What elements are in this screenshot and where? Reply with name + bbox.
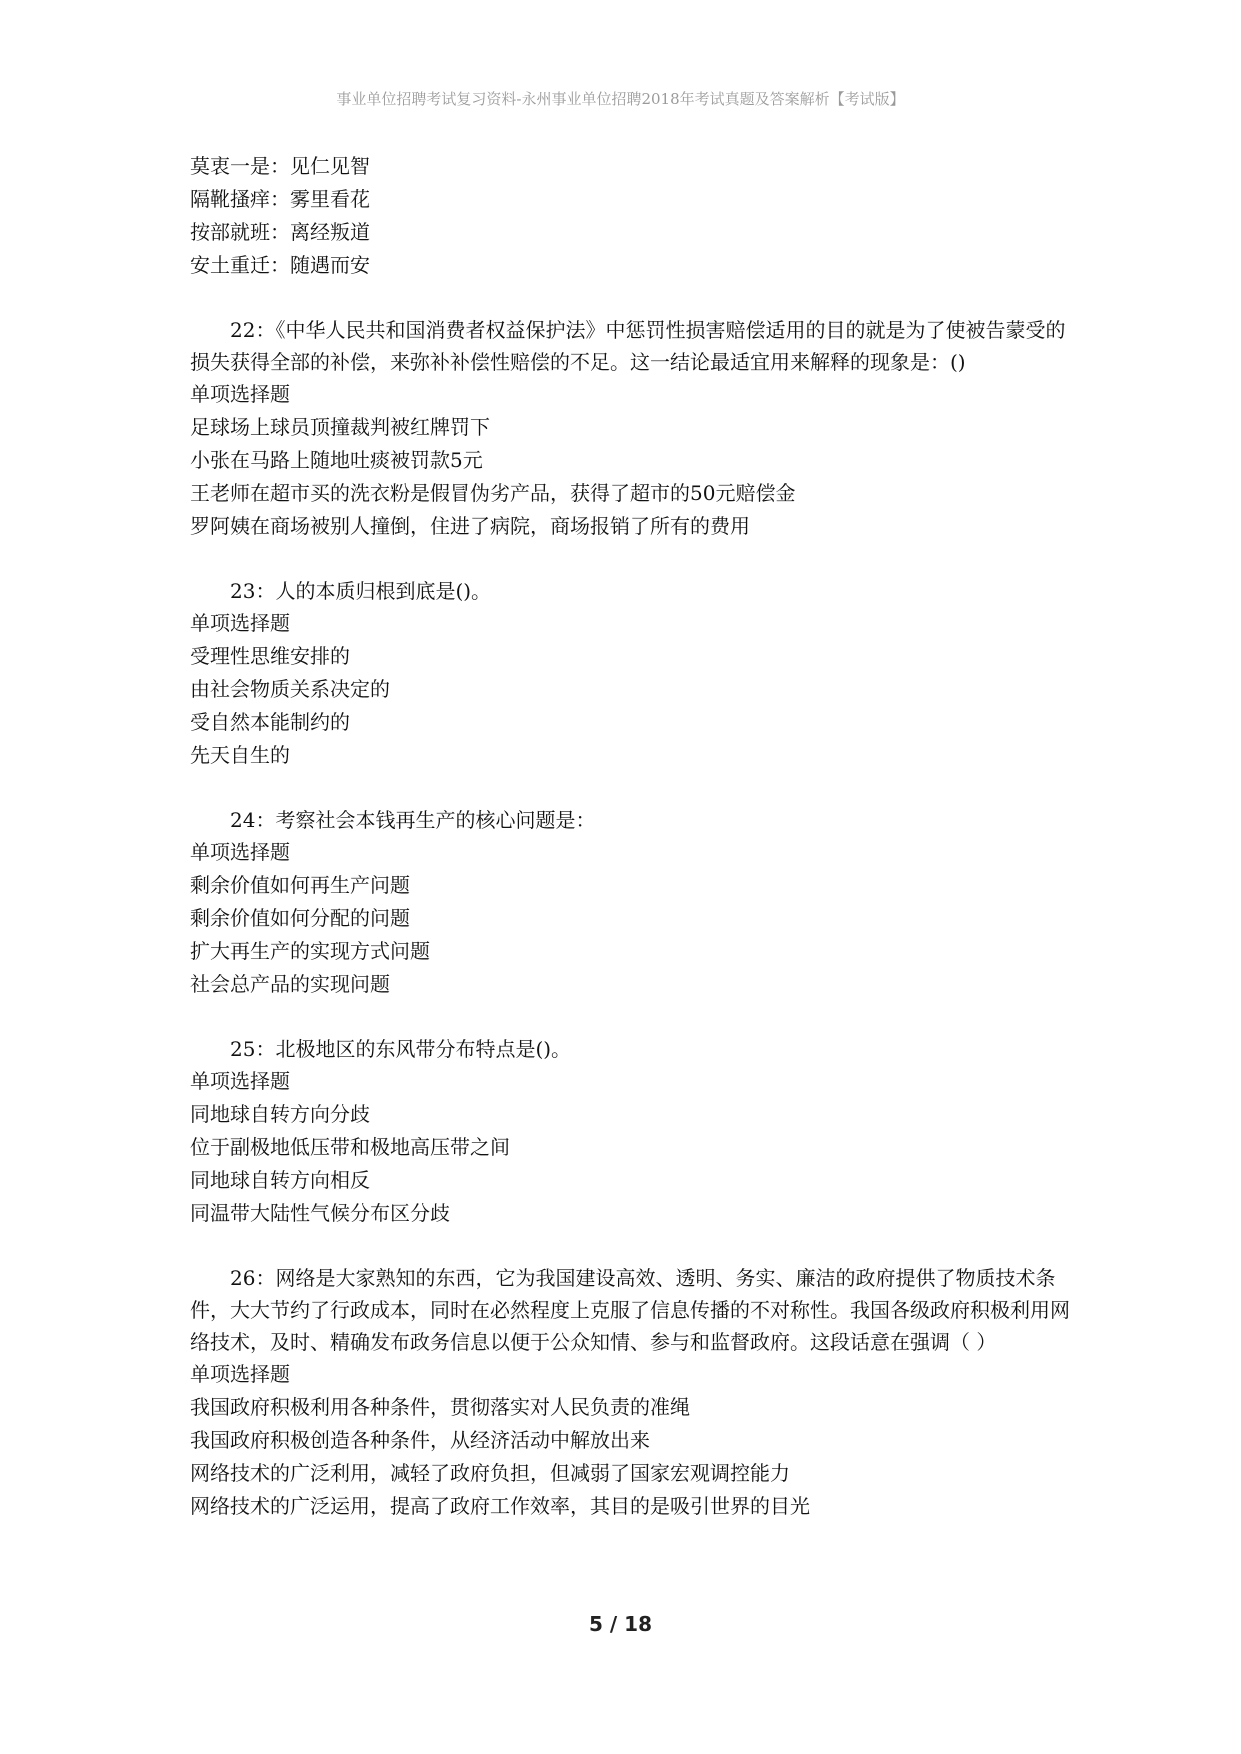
question-stem: 26：网络是大家熟知的东西，它为我国建设高效、透明、务实、廉洁的政府提供了物质技术条件，大大节约了行政成本，同时在必然程度上克服了信息传播的不对称性。我国各级政府积极利用网络技术，及时、精确发布政务信息以便于公众知情、参与和监督政府。这段话意在强调（ ） xyxy=(190,1266,1070,1354)
option-line: 同地球自转方向分歧 xyxy=(190,1102,370,1126)
option-line: 小张在马路上随地吐痰被罚款5元 xyxy=(190,448,483,472)
option-line: 我国政府积极创造各种条件，从经济活动中解放出来 xyxy=(190,1428,650,1452)
question-stem: 23：人的本质归根到底是()。 xyxy=(230,579,492,603)
option-line: 同温带大陆性气候分布区分歧 xyxy=(190,1201,450,1225)
page-header: 事业单位招聘考试复习资料-永州事业单位招聘2018年考试真题及答案解析【考试版】 xyxy=(336,90,905,108)
option-line: 莫衷一是：见仁见智 xyxy=(190,154,370,178)
intro-options xyxy=(190,150,1070,282)
question-type: 单项选择题 xyxy=(190,611,290,635)
option-line: 扩大再生产的实现方式问题 xyxy=(190,939,430,963)
option-line: 社会总产品的实现问题 xyxy=(190,972,390,996)
option-line: 先天自生的 xyxy=(190,743,290,767)
question-type: 单项选择题 xyxy=(190,1069,290,1093)
option-line: 罗阿姨在商场被别人撞倒，住进了病院，商场报销了所有的费用 xyxy=(190,514,750,538)
question-24 xyxy=(190,804,1070,1001)
question-23 xyxy=(190,575,1070,772)
option-line: 隔靴搔痒：雾里看花 xyxy=(190,187,370,211)
question-type: 单项选择题 xyxy=(190,382,290,406)
option-line: 安土重迁：随遇而安 xyxy=(190,253,370,277)
option-line: 由社会物质关系决定的 xyxy=(190,677,390,701)
option-line: 剩余价值如何再生产问题 xyxy=(190,873,410,897)
option-line: 王老师在超市买的洗衣粉是假冒伪劣产品，获得了超市的50元赔偿金 xyxy=(190,481,796,505)
option-line: 网络技术的广泛利用，减轻了政府负担，但减弱了国家宏观调控能力 xyxy=(190,1461,790,1485)
question-stem: 22：《中华人民共和国消费者权益保护法》中惩罚性损害赔偿适用的目的就是为了使被告蒙受的损失获得全部的补偿，来弥补补偿性赔偿的不足。这一结论最适宜用来解释的现象是：() xyxy=(190,318,1066,374)
question-stem: 25：北极地区的东风带分布特点是()。 xyxy=(230,1037,572,1061)
question-type: 单项选择题 xyxy=(190,1362,290,1386)
option-line: 剩余价值如何分配的问题 xyxy=(190,906,410,930)
option-line: 位于副极地低压带和极地高压带之间 xyxy=(190,1135,510,1159)
option-line: 我国政府积极利用各种条件，贯彻落实对人民负责的准绳 xyxy=(190,1395,690,1419)
option-line: 受理性思维安排的 xyxy=(190,644,350,668)
option-line: 受自然本能制约的 xyxy=(190,710,350,734)
document-body xyxy=(190,150,1070,1523)
question-22 xyxy=(190,314,1070,543)
option-line: 足球场上球员顶撞裁判被红牌罚下 xyxy=(190,415,490,439)
question-type: 单项选择题 xyxy=(190,840,290,864)
option-line: 同地球自转方向相反 xyxy=(190,1168,370,1192)
option-line: 按部就班：离经叛道 xyxy=(190,220,370,244)
page-number: 5 / 18 xyxy=(589,1612,652,1636)
question-stem: 24：考察社会本钱再生产的核心问题是： xyxy=(230,808,596,832)
option-line: 网络技术的广泛运用，提高了政府工作效率，其目的是吸引世界的目光 xyxy=(190,1494,810,1518)
question-25 xyxy=(190,1033,1070,1230)
question-26 xyxy=(190,1262,1070,1523)
